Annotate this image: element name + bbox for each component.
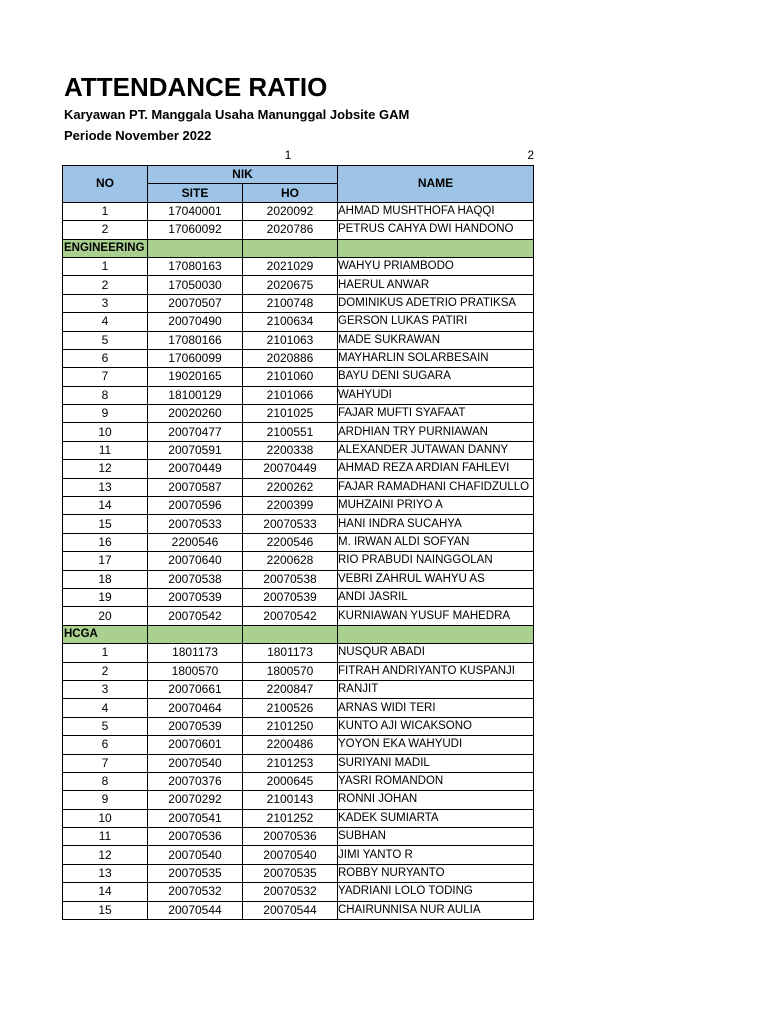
table-row <box>63 883 534 901</box>
row-name: YASRI ROMANDON <box>338 772 534 790</box>
row-name: HANI INDRA SUCAHYA <box>338 515 534 533</box>
row-no: 6 <box>63 736 148 754</box>
row-site: 20070539 <box>148 588 243 606</box>
row-ho: 2000645 <box>243 772 338 790</box>
section-row-hcga <box>63 625 534 643</box>
row-no: 14 <box>63 497 148 515</box>
row-site: 1801173 <box>148 644 243 662</box>
row-name: FITRAH ANDRIYANTO KUSPANJI <box>338 662 534 680</box>
row-ho: 2020092 <box>243 202 338 220</box>
table-row <box>63 552 534 570</box>
table-row <box>63 497 534 515</box>
row-no: 17 <box>63 552 148 570</box>
row-ho: 2100748 <box>243 294 338 312</box>
table-row <box>63 809 534 827</box>
table-row <box>63 754 534 772</box>
header-name: NAME <box>338 166 534 203</box>
row-site: 20070591 <box>148 441 243 459</box>
row-site: 17040001 <box>148 202 243 220</box>
row-no: 18 <box>63 570 148 588</box>
row-name: ARDHIAN TRY PURNIAWAN <box>338 423 534 441</box>
header-no: NO <box>63 166 148 203</box>
row-name: YOYON EKA WAHYUDI <box>338 736 534 754</box>
row-ho: 2200338 <box>243 441 338 459</box>
row-no: 9 <box>63 405 148 423</box>
row-no: 10 <box>63 423 148 441</box>
row-name: NUSQUR ABADI <box>338 644 534 662</box>
row-ho: 1800570 <box>243 662 338 680</box>
row-site: 20070540 <box>148 846 243 864</box>
row-ho: 2100143 <box>243 791 338 809</box>
row-ho: 20070542 <box>243 607 338 625</box>
row-name: WAHYUDI <box>338 386 534 404</box>
row-ho: 2200486 <box>243 736 338 754</box>
section-cell <box>148 239 243 257</box>
row-name: CHAIRUNNISA NUR AULIA <box>338 901 534 919</box>
row-ho: 2101252 <box>243 809 338 827</box>
table-body <box>63 202 534 919</box>
table-row <box>63 386 534 404</box>
row-site: 17050030 <box>148 276 243 294</box>
row-ho: 2101063 <box>243 331 338 349</box>
row-site: 20070536 <box>148 828 243 846</box>
table-row <box>63 607 534 625</box>
table-row <box>63 441 534 459</box>
section-cell <box>338 625 534 643</box>
row-no: 15 <box>63 515 148 533</box>
table-row <box>63 405 534 423</box>
table-row <box>63 588 534 606</box>
table-row <box>63 515 534 533</box>
row-ho: 2100634 <box>243 313 338 331</box>
row-name: ANDI JASRIL <box>338 588 534 606</box>
row-ho: 2200399 <box>243 497 338 515</box>
row-ho: 20070536 <box>243 828 338 846</box>
row-no: 2 <box>63 662 148 680</box>
company-subtitle: Karyawan PT. Manggala Usaha Manunggal Jobsite GAM <box>64 107 410 122</box>
row-site: 19020165 <box>148 368 243 386</box>
row-ho: 2101060 <box>243 368 338 386</box>
table-row <box>63 313 534 331</box>
row-ho: 2101253 <box>243 754 338 772</box>
row-site: 20070587 <box>148 478 243 496</box>
section-cell <box>148 625 243 643</box>
row-ho: 2100526 <box>243 699 338 717</box>
row-name: AHMAD REZA ARDIAN FAHLEVI <box>338 460 534 478</box>
row-name: RONNI JOHAN <box>338 791 534 809</box>
table-row <box>63 901 534 919</box>
header-site: SITE <box>148 184 243 202</box>
row-site: 20070539 <box>148 717 243 735</box>
row-no: 4 <box>63 313 148 331</box>
row-no: 10 <box>63 809 148 827</box>
row-no: 2 <box>63 221 148 239</box>
row-site: 20070449 <box>148 460 243 478</box>
row-ho: 20070539 <box>243 588 338 606</box>
table-row <box>63 349 534 367</box>
table-row <box>63 846 534 864</box>
row-name: SUBHAN <box>338 828 534 846</box>
row-site: 2200546 <box>148 533 243 551</box>
section-label: ENGINEERING <box>63 239 148 257</box>
row-no: 1 <box>63 202 148 220</box>
row-no: 7 <box>63 754 148 772</box>
row-name: RANJIT <box>338 680 534 698</box>
row-name: DOMINIKUS ADETRIO PRATIKSA <box>338 294 534 312</box>
row-site: 18100129 <box>148 386 243 404</box>
row-ho: 2101066 <box>243 386 338 404</box>
row-no: 5 <box>63 717 148 735</box>
row-site: 20070535 <box>148 864 243 882</box>
row-name: ARNAS WIDI TERI <box>338 699 534 717</box>
row-site: 20070538 <box>148 570 243 588</box>
column-number-2: 2 <box>527 148 534 162</box>
row-site: 20070464 <box>148 699 243 717</box>
row-no: 4 <box>63 699 148 717</box>
row-ho: 20070532 <box>243 883 338 901</box>
row-name: WAHYU PRIAMBODO <box>338 257 534 275</box>
row-name: BAYU DENI SUGARA <box>338 368 534 386</box>
header-nik: NIK <box>148 166 338 184</box>
table-row <box>63 828 534 846</box>
row-name: MAYHARLIN SOLARBESAIN <box>338 349 534 367</box>
row-no: 3 <box>63 294 148 312</box>
row-no: 11 <box>63 441 148 459</box>
row-name: KURNIAWAN YUSUF MAHEDRA <box>338 607 534 625</box>
row-no: 8 <box>63 772 148 790</box>
row-no: 15 <box>63 901 148 919</box>
row-site: 20070544 <box>148 901 243 919</box>
row-no: 12 <box>63 460 148 478</box>
row-site: 20070532 <box>148 883 243 901</box>
row-ho: 20070449 <box>243 460 338 478</box>
row-ho: 2021029 <box>243 257 338 275</box>
row-site: 20070540 <box>148 754 243 772</box>
table-row <box>63 570 534 588</box>
row-ho: 2020786 <box>243 221 338 239</box>
row-site: 20070376 <box>148 772 243 790</box>
table-row <box>63 717 534 735</box>
table-row <box>63 294 534 312</box>
row-name: JIMI YANTO R <box>338 846 534 864</box>
row-no: 6 <box>63 349 148 367</box>
row-ho: 2200847 <box>243 680 338 698</box>
period-subtitle: Periode November 2022 <box>64 128 212 143</box>
table-row <box>63 699 534 717</box>
column-number-1: 1 <box>284 148 292 162</box>
row-name: FAJAR MUFTI SYAFAAT <box>338 405 534 423</box>
section-cell <box>243 239 338 257</box>
row-no: 2 <box>63 276 148 294</box>
row-site: 17080166 <box>148 331 243 349</box>
section-cell <box>338 239 534 257</box>
row-no: 13 <box>63 864 148 882</box>
row-ho: 20070538 <box>243 570 338 588</box>
row-site: 20070533 <box>148 515 243 533</box>
row-site: 17060099 <box>148 349 243 367</box>
page-title: ATTENDANCE RATIO <box>64 72 328 102</box>
row-no: 19 <box>63 588 148 606</box>
table-row <box>63 368 534 386</box>
row-name: PETRUS CAHYA DWI HANDONO <box>338 221 534 239</box>
table-row <box>63 644 534 662</box>
row-site: 1800570 <box>148 662 243 680</box>
section-cell <box>243 625 338 643</box>
row-no: 12 <box>63 846 148 864</box>
row-no: 1 <box>63 644 148 662</box>
table-row <box>63 276 534 294</box>
row-no: 16 <box>63 533 148 551</box>
header-ho: HO <box>243 184 338 202</box>
row-ho: 2200262 <box>243 478 338 496</box>
table-row <box>63 478 534 496</box>
row-site: 17060092 <box>148 221 243 239</box>
row-name: KADEK SUMIARTA <box>338 809 534 827</box>
row-no: 8 <box>63 386 148 404</box>
row-site: 20070542 <box>148 607 243 625</box>
section-row-engineering <box>63 239 534 257</box>
row-ho: 20070540 <box>243 846 338 864</box>
table-row <box>63 864 534 882</box>
table-row <box>63 221 534 239</box>
row-ho: 2100551 <box>243 423 338 441</box>
table-row <box>63 680 534 698</box>
row-name: FAJAR RAMADHANI CHAFIDZULLO <box>338 478 534 496</box>
table-row <box>63 460 534 478</box>
row-no: 11 <box>63 828 148 846</box>
row-no: 14 <box>63 883 148 901</box>
row-no: 5 <box>63 331 148 349</box>
row-site: 20070596 <box>148 497 243 515</box>
table-row <box>63 202 534 220</box>
row-site: 20070477 <box>148 423 243 441</box>
row-no: 13 <box>63 478 148 496</box>
attendance-table <box>62 165 534 920</box>
row-site: 20070292 <box>148 791 243 809</box>
row-ho: 2020675 <box>243 276 338 294</box>
table-row <box>63 257 534 275</box>
row-name: KUNTO AJI WICAKSONO <box>338 717 534 735</box>
row-no: 20 <box>63 607 148 625</box>
row-ho: 1801173 <box>243 644 338 662</box>
table-row <box>63 423 534 441</box>
row-site: 20070507 <box>148 294 243 312</box>
row-no: 1 <box>63 257 148 275</box>
table-row <box>63 736 534 754</box>
row-no: 3 <box>63 680 148 698</box>
row-site: 20070661 <box>148 680 243 698</box>
row-no: 7 <box>63 368 148 386</box>
row-ho: 20070535 <box>243 864 338 882</box>
section-label: HCGA <box>63 625 148 643</box>
row-name: VEBRI ZAHRUL WAHYU AS <box>338 570 534 588</box>
table-row <box>63 791 534 809</box>
row-name: ROBBY NURYANTO <box>338 864 534 882</box>
row-ho: 2200628 <box>243 552 338 570</box>
row-name: MUHZAINI PRIYO A <box>338 497 534 515</box>
row-name: AHMAD MUSHTHOFA HAQQI <box>338 202 534 220</box>
row-ho: 20070533 <box>243 515 338 533</box>
row-ho: 2101250 <box>243 717 338 735</box>
row-name: SURIYANI MADIL <box>338 754 534 772</box>
row-name: HAERUL ANWAR <box>338 276 534 294</box>
table-row <box>63 772 534 790</box>
row-site: 20070541 <box>148 809 243 827</box>
row-name: M. IRWAN ALDI SOFYAN <box>338 533 534 551</box>
row-name: ALEXANDER JUTAWAN DANNY <box>338 441 534 459</box>
row-name: GERSON LUKAS PATIRI <box>338 313 534 331</box>
row-site: 20070601 <box>148 736 243 754</box>
row-site: 20070640 <box>148 552 243 570</box>
row-name: YADRIANI LOLO TODING <box>338 883 534 901</box>
row-site: 20070490 <box>148 313 243 331</box>
table-row <box>63 533 534 551</box>
row-ho: 2101025 <box>243 405 338 423</box>
row-name: MADE SUKRAWAN <box>338 331 534 349</box>
row-name: RIO PRABUDI NAINGGOLAN <box>338 552 534 570</box>
row-ho: 2020886 <box>243 349 338 367</box>
row-no: 9 <box>63 791 148 809</box>
row-site: 20020260 <box>148 405 243 423</box>
row-ho: 20070544 <box>243 901 338 919</box>
table-row <box>63 331 534 349</box>
table-row <box>63 662 534 680</box>
row-ho: 2200546 <box>243 533 338 551</box>
row-site: 17080163 <box>148 257 243 275</box>
